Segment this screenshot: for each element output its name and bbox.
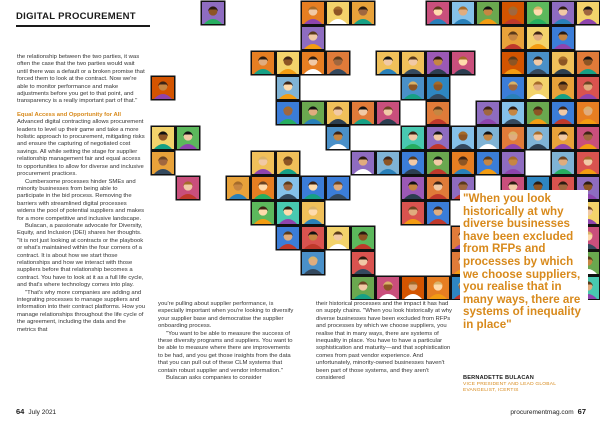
portrait-tile: [301, 26, 326, 51]
portrait-tile: [401, 126, 426, 151]
portrait-tile: [301, 101, 326, 126]
portrait-tile: [451, 151, 476, 176]
portrait-tile: [251, 176, 276, 201]
portrait-tile: [401, 201, 426, 226]
portrait-tile: [276, 101, 301, 126]
section-label: DIGITAL PROCUREMENT: [16, 11, 141, 22]
portrait-tile: [401, 151, 426, 176]
portrait-tile: [526, 1, 551, 26]
page-number-right: 67: [577, 407, 586, 416]
portrait-tile: [301, 1, 326, 26]
portrait-tile: [476, 126, 501, 151]
footer-left: [16, 407, 56, 416]
portrait-tile: [526, 76, 551, 101]
portrait-tile: [551, 151, 576, 176]
portrait-tile: [326, 101, 351, 126]
portrait-tile: [176, 176, 201, 201]
footer-right: [510, 407, 586, 416]
portrait-tile: [401, 51, 426, 76]
portrait-tile: [426, 201, 451, 226]
portrait-tile: [551, 101, 576, 126]
portrait-tile: [276, 226, 301, 251]
portrait-tile: [326, 226, 351, 251]
portrait-tile: [576, 126, 600, 151]
portrait-tile: [576, 51, 600, 76]
portrait-tile: [251, 201, 276, 226]
page-number-left: 64: [16, 407, 25, 416]
portrait-tile: [526, 51, 551, 76]
site-name: procurementmag.com: [510, 409, 574, 416]
portrait-tile: [401, 176, 426, 201]
portrait-tile: [276, 76, 301, 101]
portrait-tile: [576, 101, 600, 126]
paragraph: you're pulling about supplier performance, is especially important when you're looking to diversify your supplier base and democratise the supplier onboarding process.: [158, 301, 294, 330]
portrait-tile: [551, 76, 576, 101]
portrait-tile: [326, 126, 351, 151]
portrait-tile: [301, 226, 326, 251]
portrait-tile: [276, 176, 301, 201]
portrait-tile: [551, 126, 576, 151]
portrait-tile: [376, 276, 401, 301]
portrait-tile: [251, 51, 276, 76]
paragraph: Bulacan asks companies to consider: [166, 375, 262, 382]
portrait-tile: [526, 101, 551, 126]
portrait-tile: [326, 1, 351, 26]
portrait-tile: [576, 1, 600, 26]
article-column-1: [17, 54, 145, 334]
portrait-tile: [451, 51, 476, 76]
portrait-tile: [351, 151, 376, 176]
portrait-tile: [451, 1, 476, 26]
portrait-tile: [551, 26, 576, 51]
portrait-tile: [226, 176, 251, 201]
portrait-tile: [151, 126, 176, 151]
portrait-tile: [301, 201, 326, 226]
portrait-tile: [351, 226, 376, 251]
portrait-tile: [551, 1, 576, 26]
paragraph: "You want to be able to measure the success of these diversity programs and suppliers. You want to be able to measure where there are improvements to be had, and you get those insights from the data that you can pull out of these CLM systems that contain robust supplier and vendor information.": [158, 330, 293, 374]
portrait-tile: [326, 51, 351, 76]
portrait-tile: [501, 101, 526, 126]
portrait-tile: [476, 1, 501, 26]
portrait-tile: [351, 276, 376, 301]
portrait-tile: [551, 51, 576, 76]
portrait-tile: [501, 151, 526, 176]
paragraph: the relationship between the two parties, it was often the case that the two parties would wait until there was a default or a broken promise that forced them to look at the contract. Now we're able to monitor performance and make adjustments before you get to that point, and transparency is a really important part of that.": [17, 54, 145, 105]
portrait-tile: [426, 76, 451, 101]
portrait-tile: [526, 26, 551, 51]
portrait-tile: [501, 76, 526, 101]
portrait-tile: [351, 1, 376, 26]
portrait-tile: [426, 126, 451, 151]
portrait-tile: [151, 151, 176, 176]
portrait-tile: [426, 51, 451, 76]
portrait-tile: [426, 176, 451, 201]
portrait-tile: [351, 101, 376, 126]
portrait-tile: [376, 151, 401, 176]
portrait-tile: [426, 1, 451, 26]
article-column-3: [316, 301, 452, 382]
portrait-tile: [151, 76, 176, 101]
portrait-tile: [176, 126, 201, 151]
portrait-tile: [426, 151, 451, 176]
pullquote-text: "When you look historically at why diverse businesses have been excluded from RFPs and processes by which we choose suppliers, you realise that in many ways, there are systems of inequality in place": [463, 192, 581, 331]
portrait-tile: [476, 151, 501, 176]
portrait-tile: [251, 151, 276, 176]
portrait-tile: [576, 76, 600, 101]
portrait-tile: [351, 251, 376, 276]
portrait-tile: [526, 126, 551, 151]
paragraph: Advanced digital contracting allows procurement leaders to level up their game and take a more holistic approach to procurement, mitigating risks and ensure the capturing of negotiated cost savings. All while setting the stage for supplier relationship management fair and equal access to opportunities to allow for diverse and inclusive procurement practices.: [17, 119, 145, 178]
portrait-tile: [576, 151, 600, 176]
portrait-tile: [501, 51, 526, 76]
portrait-tile: [501, 126, 526, 151]
portrait-tile: [301, 251, 326, 276]
portrait-tile: [401, 76, 426, 101]
portrait-tile: [501, 26, 526, 51]
paragraph: "That's why more companies are adding and integrating processes to manage suppliers and information into their contract platforms. How you manage relationships throughout the life cycle of the agreement, including the data and the metrics that: [17, 289, 146, 333]
portrait-tile: [376, 101, 401, 126]
portrait-tile: [476, 101, 501, 126]
portrait-tile: [201, 1, 226, 26]
portrait-tile: [401, 276, 426, 301]
paragraph: their historical processes and the impact it has had on supply chains. "When you look historically at why diverse businesses have been excluded from RFPs and processes by which we choose suppliers, you realise that in many ways, there are systems of inequality in place. You have to have a particular sophistication and maturity—and that sophistication comes from past vendor experience. And unfortunately, minority-owned businesses haven't been part of those systems, and they aren't considered: [316, 301, 453, 382]
portrait-tile: [501, 1, 526, 26]
portrait-tile: [451, 126, 476, 151]
issue-date: July 2021: [28, 409, 57, 416]
portrait-tile: [301, 51, 326, 76]
portrait-tile: [276, 201, 301, 226]
subheading: Equal Access and Opportunity for All: [17, 111, 121, 118]
paragraph: Cumbersome processes hinder SMEs and minority businesses from being able to participate in the bid process. Removing the barriers with streamlined digital processes widens the pool of potential suppliers and makes for a more competitive and inclusive landscape.: [17, 178, 145, 222]
portrait-tile: [301, 176, 326, 201]
pullquote-name: BERNADETTE BULACAN: [463, 375, 535, 381]
portrait-tile: [276, 151, 301, 176]
portrait-tile: [276, 51, 301, 76]
portrait-tile: [376, 51, 401, 76]
article-column-2: [158, 301, 296, 382]
paragraph: Bulacan, a passionate advocate for Diversity, Equity, and Inclusion (DEI) shares her thoughts. "It is not just looking at contracts or the playbook or what's maintained within the four corners of a contract. It is about how we start those relationships and how we interact with those suppliers before that relationship becomes a contract. You have to look at it as a full life cycle, and that's where technology comes into play.: [17, 222, 144, 289]
pullquote-role: VICE PRESIDENT AND LEAD GLOBAL EVANGELIST, ICERTIS: [463, 382, 556, 393]
portrait-tile: [326, 176, 351, 201]
portrait-tile: [426, 276, 451, 301]
portrait-tile: [426, 101, 451, 126]
